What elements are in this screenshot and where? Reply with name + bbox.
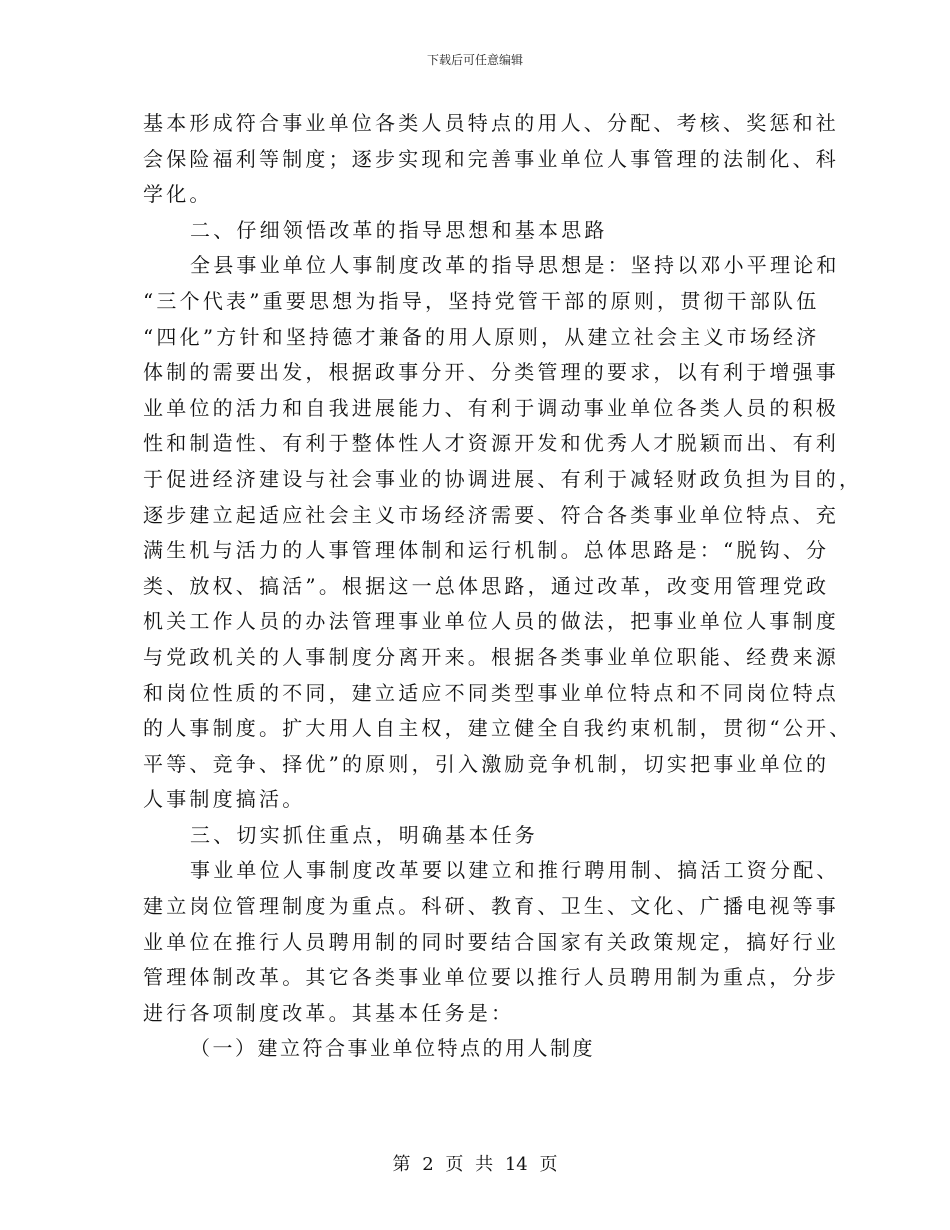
paragraph-line: 基本形成符合事业单位各类人员特点的用人、分配、考核、奖惩和社 (143, 111, 839, 135)
paragraph-line: 业单位在推行人员聘用制的同时要结合国家有关政策规定，搞好行业 (143, 929, 839, 954)
paragraph-line: 进行各项制度改革。其基本任务是： (143, 1000, 515, 1025)
paragraph-line: 类、放权、搞活”。根据这一总体思路，通过改革，改变用管理党政 (143, 573, 830, 598)
paragraph-line: 建立岗位管理制度为重点。科研、教育、卫生、文化、广播电视等事 (143, 894, 839, 919)
paragraph-line: 与党政机关的人事制度分离开来。根据各类事业单位职能、经费来源 (143, 644, 839, 669)
paragraph-line: 性和制造性、有利于整体性人才资源开发和优秀人才脱颖而出、有利 (143, 431, 839, 456)
document-body (143, 106, 863, 1067)
section-heading-3: 三、切实抓住重点，明确基本任务 (190, 822, 538, 847)
paragraph-line: 全县事业单位人事制度改革的指导思想是：坚持以邓小平理论和 (190, 253, 840, 278)
page-number-footer: 第 2 页 共 14 页 (392, 1154, 558, 1175)
paragraph-line: “四化”方针和坚持德才兼备的用人原则，从建立社会主义市场经济 (143, 324, 820, 349)
paragraph-line: 和岗位性质的不同，建立适应不同类型事业单位特点和不同岗位特点 (143, 680, 839, 705)
subsection-heading-1: （一）建立符合事业单位特点的用人制度 (190, 1036, 595, 1061)
paragraph-line: 业单位的活力和自我进展能力、有利于调动事业单位各类人员的积极 (143, 395, 839, 420)
paragraph-line: “三个代表”重要思想为指导，坚持党管干部的原则，贯彻干部队伍 (143, 288, 820, 313)
paragraph-line: 平等、竞争、择优”的原则，引入激励竞争机制，切实把事业单位的 (143, 751, 830, 776)
paragraph-line: 事业单位人事制度改革要以建立和推行聘用制、搞活工资分配、 (190, 858, 840, 883)
paragraph-line: 体制的需要出发，根据政事分开、分类管理的要求，以有利于增强事 (143, 360, 839, 385)
paragraph-line: 人事制度搞活。 (143, 787, 306, 812)
paragraph-line: 管理体制改革。其它各类事业单位要以推行人员聘用制为重点，分步 (143, 965, 839, 990)
paragraph-line: 于促进经济建设与社会事业的协调进展、有利于减轻财政负担为目的， (143, 466, 863, 491)
paragraph-line: 的人事制度。扩大用人自主权，建立健全自我约束机制，贯彻“公开、 (143, 716, 853, 741)
paragraph-line: 逐步建立起适应社会主义市场经济需要、符合各类事业单位特点、充 (143, 502, 839, 527)
paragraph-line: 学化。 (143, 182, 213, 207)
paragraph-line: 会保险福利等制度；逐步实现和完善事业单位人事管理的法制化、科 (143, 146, 839, 171)
page-header-note: 下载后可任意编辑 (426, 53, 523, 67)
paragraph-line: 机关工作人员的办法管理事业单位人员的做法，把事业单位人事制度 (143, 609, 839, 634)
section-heading-2: 二、仔细领悟改革的指导思想和基本思路 (190, 217, 608, 242)
paragraph-line: 满生机与活力的人事管理体制和运行机制。总体思路是：“脱钩、分 (143, 538, 830, 563)
